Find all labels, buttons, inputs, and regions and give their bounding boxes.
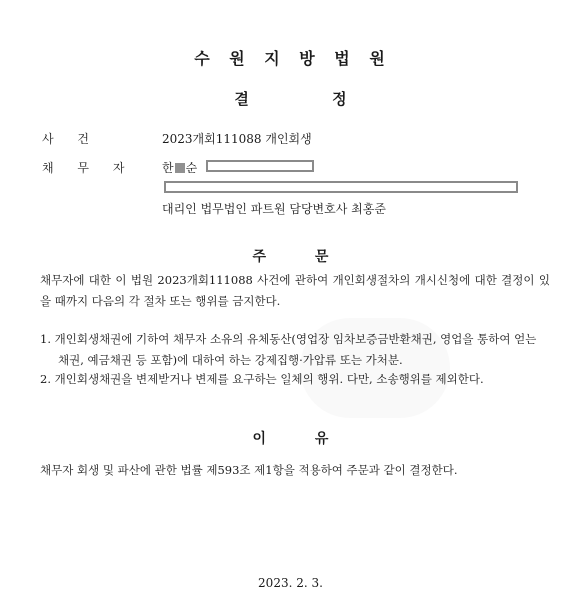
debtor-name-start: 한 [162,161,174,175]
reason-text: 채무자 회생 및 파산에 관한 법률 제593조 제1항을 적용하여 주문과 같이 결정한다. [40,463,458,477]
case-value: 2023개회111088 개인회생 [162,132,312,146]
order-heading: 주 문 [252,249,329,265]
order-intro: 채무자에 대한 이 법원 2023개회111088 사건에 관하여 개인회생절차의 개시신청에 대한 결정이 있을 때까지 다음의 각 절차 또는 행위를 금지한다. [40,273,550,308]
debtor-name [162,159,197,176]
representative: 대리인 법무법인 파트원 담당변호사 최홍준 [162,202,386,216]
order-item-2: 2. 개인회생채권을 변제받거나 변제를 요구하는 일체의 행위. 다만, 소송행위를 제외한다. [40,372,484,386]
redaction-mark [175,163,185,173]
document-type: 결 정 [234,90,347,108]
case-label: 사 건 [42,132,89,146]
redacted-address-box [164,181,518,193]
debtor-name-end: 순 [185,161,198,175]
court-name: 수 원 지 방 법 원 [194,49,387,68]
order-item-1: 1. 개인회생채권에 기하여 채무자 소유의 유체동산(영업장 임차보증금반환채권, 영업을 통하여 얻는 채권, 예금채권 등 포함)에 대하여 하는 강제집행·가압류 또는 가처분. [40,332,537,367]
debtor-label: 채 무 자 [42,161,125,175]
reason-heading: 이 유 [252,431,329,447]
redacted-id-box [206,160,314,172]
decision-date: 2023. 2. 3. [258,576,323,590]
